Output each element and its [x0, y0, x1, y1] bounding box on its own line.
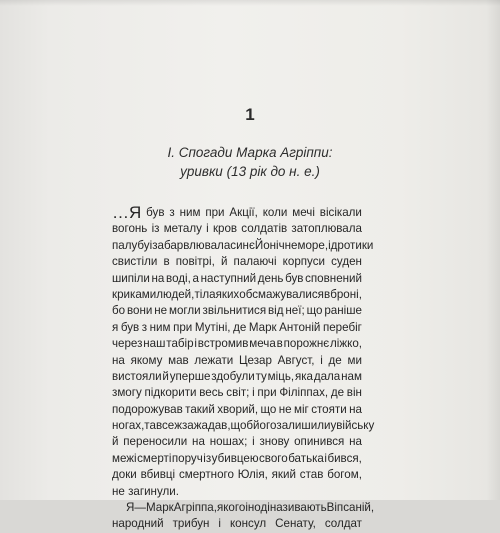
text-line: [112, 467, 362, 483]
word: тіла: [194, 287, 216, 301]
word: де: [330, 386, 345, 400]
word: іноді: [245, 501, 270, 515]
word: що: [260, 402, 277, 416]
text-line: [112, 303, 362, 319]
word: табір: [166, 337, 194, 351]
text-line: [112, 369, 362, 385]
word: смерті: [137, 451, 172, 465]
text-line: [112, 402, 362, 418]
word: підкорити: [144, 386, 197, 400]
word: хворий,: [217, 402, 259, 416]
word: міць,: [267, 369, 295, 383]
word: й: [112, 435, 119, 449]
word: і: [252, 435, 255, 449]
word: синє: [230, 238, 255, 252]
word: шипіли: [112, 271, 150, 285]
word: ногах,: [112, 419, 145, 433]
word: і: [324, 451, 327, 465]
word: ношах;: [209, 435, 248, 449]
word: Віпсаній,: [326, 501, 375, 515]
word: і: [218, 517, 221, 531]
word: солдат: [324, 517, 362, 531]
word: Філіппах,: [279, 386, 329, 400]
word: міг: [294, 402, 309, 416]
word: перебіг: [322, 320, 362, 334]
word: воді,: [166, 271, 191, 285]
word: в: [323, 287, 331, 301]
word: був: [285, 271, 304, 285]
word: в: [163, 255, 170, 269]
word: змогу: [112, 386, 142, 400]
word: вони: [126, 304, 153, 318]
word: все: [155, 419, 175, 433]
word: Акції,: [229, 206, 258, 219]
word: що: [306, 304, 323, 318]
word: на: [192, 435, 205, 449]
word: зажадав,: [181, 419, 231, 433]
word: Сенату,: [275, 517, 316, 531]
word: на: [151, 271, 165, 285]
word: від: [268, 304, 284, 318]
word: криками: [112, 287, 157, 301]
word: неї;: [285, 304, 305, 318]
word: дротики: [330, 238, 374, 252]
word: його: [253, 419, 277, 433]
word: знову: [259, 435, 290, 449]
word: море,: [297, 238, 329, 252]
word: із: [203, 451, 212, 465]
word: наш: [143, 337, 166, 351]
word: і: [149, 238, 153, 252]
text-line: [112, 221, 362, 237]
word: батька: [288, 451, 324, 465]
word: на: [349, 435, 362, 449]
word: встромив: [197, 337, 249, 351]
word: і: [206, 222, 209, 236]
text-line: [112, 238, 374, 254]
word: —: [134, 501, 146, 515]
word: яких: [215, 287, 240, 301]
word: з: [169, 206, 175, 219]
word: бо: [112, 304, 126, 318]
word: вісікали: [319, 206, 362, 219]
word: вистояли: [112, 369, 162, 383]
word: металу: [163, 222, 202, 236]
word: людей,: [156, 287, 195, 301]
word: звільнитися: [202, 304, 267, 318]
word: броні,: [330, 287, 362, 301]
word: він: [346, 386, 362, 400]
line-text: не загинули.: [112, 484, 179, 498]
word: при: [205, 206, 225, 219]
word: бився,: [327, 451, 362, 465]
word: консул: [229, 517, 267, 531]
word: свистіли: [112, 255, 158, 269]
text-line: [112, 451, 362, 467]
word: я: [112, 320, 119, 334]
word: доки: [112, 468, 137, 482]
word: народний: [112, 517, 164, 531]
word: якого: [216, 501, 246, 515]
word: ж: [174, 419, 182, 433]
chapter-number: 1: [245, 105, 255, 124]
word: весь: [199, 386, 224, 400]
word: війську: [336, 419, 375, 433]
text-line: [112, 336, 362, 352]
word: смертного: [178, 468, 234, 482]
word: Агріппа,: [173, 501, 217, 515]
word: залишили: [276, 419, 331, 433]
word: мечі: [292, 206, 315, 219]
word: ним: [149, 320, 171, 334]
word: й: [162, 369, 169, 383]
page-top-shadow: [0, 0, 500, 6]
word: обсмажувалися: [239, 287, 324, 301]
word: був: [146, 206, 165, 219]
word: поруч: [171, 451, 203, 465]
word: де: [233, 320, 247, 334]
word: а: [192, 271, 199, 285]
word: при: [173, 320, 193, 334]
word: із: [151, 222, 160, 236]
word: могли: [168, 304, 201, 318]
chapter-subtitle: [120, 143, 380, 181]
word: корпуси: [282, 255, 325, 269]
text-line: [112, 353, 362, 369]
word: був: [120, 320, 140, 334]
word: ліжко,: [330, 337, 362, 351]
word: Йонічне: [254, 238, 298, 252]
word: Август,: [277, 353, 315, 367]
word: сповнений: [305, 271, 362, 285]
word: вбивці: [140, 468, 176, 482]
word: день: [257, 271, 284, 285]
word: який: [271, 468, 296, 482]
word: не: [278, 402, 292, 416]
text-line: [112, 385, 362, 401]
word: Цезар: [238, 353, 272, 367]
word: переносили: [123, 435, 188, 449]
word: кров: [212, 222, 238, 236]
word: ту: [255, 369, 267, 383]
word: Юлія,: [237, 468, 268, 482]
word: ним: [179, 206, 201, 219]
chapter-subtitle-line: І. Спогади Марка Агріппи:: [167, 145, 333, 160]
word: наступний: [200, 271, 257, 285]
word: і: [328, 238, 331, 252]
word: в: [276, 337, 283, 351]
word: з: [141, 320, 148, 334]
word: убивцею: [211, 451, 259, 465]
word: богом,: [327, 468, 362, 482]
word: такий: [185, 402, 215, 416]
text-line: [112, 287, 362, 303]
word: опинився: [294, 435, 345, 449]
word: Я: [126, 501, 135, 515]
word: й: [220, 255, 228, 269]
word: свого: [259, 451, 288, 465]
word: меча: [249, 337, 276, 351]
word: Марк: [248, 320, 277, 334]
word: межі: [112, 451, 137, 465]
word: палаючі: [233, 255, 277, 269]
word: на: [112, 353, 125, 367]
text-line: [112, 418, 375, 434]
word: не: [154, 304, 168, 318]
word: і: [194, 337, 197, 351]
word: палубу: [112, 238, 150, 252]
text-line: [112, 516, 362, 532]
word: де: [328, 353, 342, 367]
word: та: [144, 419, 156, 433]
text-line: [112, 254, 362, 270]
word: щоб: [230, 419, 254, 433]
word: дала: [313, 369, 341, 383]
word: суден: [331, 255, 362, 269]
word: лежати: [194, 353, 234, 367]
chapter-subtitle-line: уривки (13 рік до н. е.): [180, 164, 320, 179]
word: у: [330, 419, 337, 433]
word: забарвлювала: [152, 238, 231, 252]
word: трибун: [172, 517, 210, 531]
word: порожнє: [283, 337, 330, 351]
word: раніше: [324, 304, 362, 318]
word: стояти: [311, 402, 347, 416]
word: коли: [262, 206, 288, 219]
word: ми: [347, 353, 362, 367]
drop-cap: …Я: [112, 203, 142, 222]
word: якому: [130, 353, 163, 367]
text-line: [112, 271, 362, 287]
word: на: [349, 402, 362, 416]
word: здобули: [211, 369, 255, 383]
word: уперше: [169, 369, 211, 383]
page-edge-shadow: [486, 0, 500, 500]
word: мав: [168, 353, 189, 367]
word: називають: [269, 501, 327, 515]
word: Марк: [145, 501, 174, 515]
word: при: [257, 386, 277, 400]
word: Мутіні,: [194, 320, 231, 334]
word: повітрі,: [175, 255, 215, 269]
word: і: [320, 353, 323, 367]
text-line: [112, 320, 362, 336]
word: став: [299, 468, 324, 482]
text-line: [112, 484, 362, 500]
word: нам: [341, 369, 362, 383]
word: вогонь: [112, 222, 148, 236]
word: подорожував: [112, 402, 183, 416]
word: затоплювала: [291, 222, 362, 236]
word: солдатів: [241, 222, 288, 236]
word: Антоній: [279, 320, 321, 334]
text-line: [112, 500, 375, 516]
text-line: [112, 434, 362, 450]
body-text: [112, 203, 375, 533]
word: яка: [294, 369, 313, 383]
word: через: [112, 337, 143, 351]
word: світ;: [226, 386, 250, 400]
text-line: [112, 205, 362, 221]
word: і: [252, 386, 255, 400]
